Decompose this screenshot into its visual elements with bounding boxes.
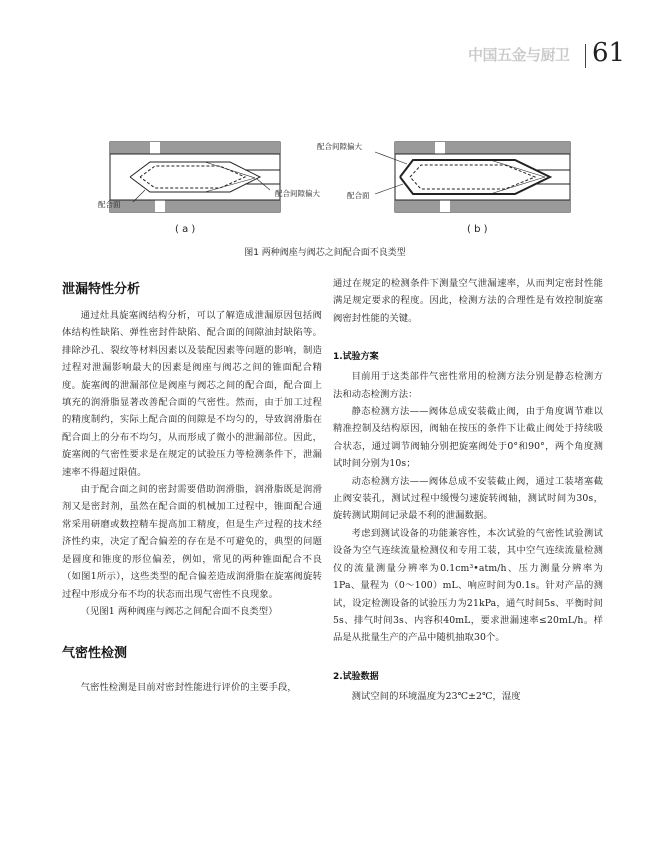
right-column bbox=[333, 275, 603, 705]
heading-test-plan: 1.试验方案 bbox=[333, 352, 379, 363]
left-paragraph-3: （见图1 两种阀座与阀芯之间配合面不良类型） bbox=[80, 605, 278, 617]
label-gap-b: 配合间隙偏大 bbox=[317, 142, 362, 151]
subfigure-a-label: ( a ) bbox=[175, 224, 196, 235]
right-paragraph-4: 动态检测方法——阀体总成不安装截止阀，通过工装堵塞截止阀安装孔，测试过程中缓慢匀速旋转阀轴，测试时间为30s，旋转测试期间记录最不利的泄漏数据。 bbox=[333, 475, 603, 522]
left-column bbox=[62, 270, 322, 697]
diagram-a bbox=[110, 142, 280, 212]
figure-caption: 图1 两种阀座与阀芯之间配合面不良类型 bbox=[244, 248, 406, 258]
right-paragraph-6: 测试空间的环境温度为23℃±2℃，湿度 bbox=[351, 690, 521, 702]
heading-test-data: 2.试验数据 bbox=[333, 671, 379, 682]
subfigure-b-label: ( b ) bbox=[467, 224, 488, 235]
heading-leak-analysis: 泄漏特性分析 bbox=[62, 282, 141, 297]
label-gap-a: 配合间隙偏大 bbox=[275, 189, 320, 198]
heading-airtightness: 气密性检测 bbox=[62, 646, 128, 662]
right-paragraph-2: 目前用于这类部件气密性常用的检测方法分别是静态检测方法和动态检测方法： bbox=[333, 371, 603, 400]
right-paragraph-1: 通过在规定的检测条件下测量空气泄漏速率，从而判定密封性能满足规定要求的程度。因此，检测方法的合理性是有效控制旋塞阀密封性能的关键。 bbox=[333, 278, 603, 324]
right-paragraph-3: 静态检测方法——阀体总成安装截止阀，由于角度调节难以精准控制及结构原因，阀轴在按压的条件下让截止阀处于持续吸合状态，通过调节阀轴分别把旋塞阀处于0°和90°，两个角度测试时间分别为10s； bbox=[333, 406, 603, 470]
right-paragraph-5: 考虑到测试设备的功能兼容性，本次试验的气密性试验测试设备为空气连续流量检测仪和专用工装，其中空气连续流量检测仪的流量测量分辨率为0.1cm³•atm/h、压力测量分辨率为1Pa、量程为（0～100）mL、响应时间为0.1s。针对产品的测试，设定检测设备的试验压力为21kPa，通气时间5s、平衡时间5s、排气时间3s、内容积40mL，要求泄漏速率≤20mL/h。样品是从批量生产的产品中随机抽取30个。 bbox=[333, 527, 603, 644]
left-paragraph-2: 由于配合面之间的密封需要借助润滑脂，润滑脂既是润滑剂又是密封剂，虽然在配合面的机械加工过程中，锥面配合通常采用研磨或数控精车提高加工精度，但是生产过程的技术经济性约束，决定了配合偏差的存在是不可避免的，典型的问题是圆度和锥度的形位偏差，例如，常见的两种锥面配合不良（如图1所示），这些类型的配合偏差造成润滑脂在旋塞阀旋转过程中形成分布不均的状态而出现气密性不良现象。 bbox=[62, 484, 322, 600]
magazine-brand: 中国五金与厨卫 bbox=[468, 46, 570, 64]
label-face-b: 配合面 bbox=[347, 191, 370, 200]
figure-valve-diagram bbox=[95, 132, 585, 242]
left-paragraph-1: 通过灶具旋塞阀结构分析，可以了解造成泄漏原因包括阀体结构性缺陷、弹性密封件缺陷、配合面的间隙油封缺陷等。排除沙孔、裂纹等材料因素以及装配因素等问题的影响，制造过程对泄漏影响最大的因素是阀座与阀芯之间的锥面配合精度。旋塞阀的泄漏部位是阀座与阀芯之间的配合面，配合面上填充的润滑脂显著改善配合面的气密性。然而，由于加工过程的精度制约，实际上配合面的间隙是不均匀的，导致润滑脂在配合面上的分布不均匀，从而形成了微小的泄漏部位。因此，旋塞阀的气密性要求是在规定的试验压力等检测条件下，泄漏速率不得超过限值。 bbox=[62, 310, 322, 478]
label-face-a: 配合面 bbox=[98, 200, 121, 209]
left-paragraph-4: 气密性检测是目前对密封性能进行评价的主要手段， bbox=[80, 682, 297, 694]
page-number: 61 bbox=[592, 38, 626, 68]
diagram-b bbox=[375, 142, 570, 212]
header-divider bbox=[585, 44, 586, 68]
